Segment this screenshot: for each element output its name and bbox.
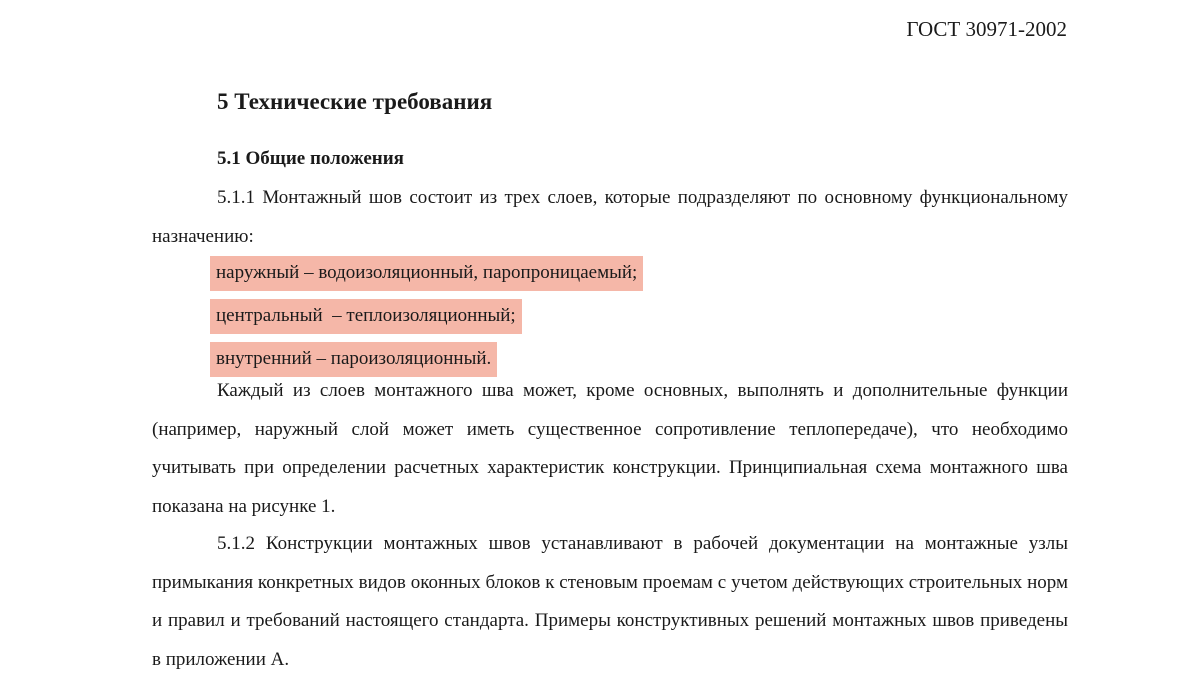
paragraph-5-1-1-block xyxy=(152,179,1068,256)
highlighted-layer-outer: наружный – водоизоляционный, паропроницаемый; xyxy=(210,256,643,291)
paragraph-5-1-2-block xyxy=(152,525,1068,679)
highlighted-layer-central: центральный – теплоизоляционный; xyxy=(210,299,522,334)
paragraph-5-1-2: 5.1.2 Конструкции монтажных швов устанавливают в рабочей документации на монтажные узлы примыкания конкретных видов оконных блоков к стеновым проемам с учетом действующих строительных норм и правил и требований настоящего стандарта. Примеры конструктивных решений монтажных швов приведены в приложении А. xyxy=(152,533,1068,670)
standard-code: ГОСТ 30971-2002 xyxy=(906,17,1067,41)
layers-list xyxy=(210,256,643,385)
paragraph-layers-note-block xyxy=(152,372,1068,526)
paragraph-5-1-1: 5.1.1 Монтажный шов состоит из трех слоев, которые подразделяют по основному функциональному назначению: xyxy=(152,187,1068,247)
highlighted-layer-inner: внутренний – пароизоляционный. xyxy=(210,342,497,377)
section-title: 5 Технические требования xyxy=(217,89,493,114)
paragraph-layers-note: Каждый из слоев монтажного шва может, кроме основных, выполнять и дополнительные функции (например, наружный слой может иметь существенное сопротивление теплопередаче), что необходимо учитывать при определении расчетных характеристик конструкции. Принципиальная схема монтажного шва показана на рисунке 1. xyxy=(152,380,1068,517)
subsection-title: 5.1 Общие положения xyxy=(217,148,404,169)
